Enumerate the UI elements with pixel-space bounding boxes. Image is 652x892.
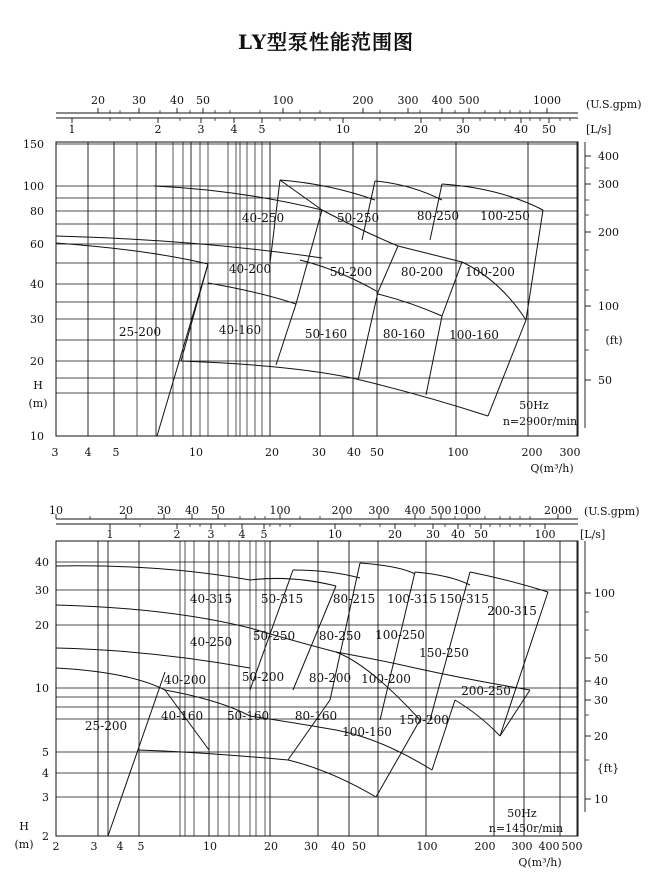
h-tick-label: 30 (35, 584, 49, 597)
h-tick-label: 20 (30, 355, 44, 368)
q-tick-label: 10 (189, 446, 203, 459)
pump-model-label: 50-160 (304, 327, 348, 341)
curve-40-315 (56, 566, 250, 580)
pump-model-label: 40-200 (163, 673, 207, 687)
h-tick-label: 80 (30, 205, 44, 218)
h-tick-label: 100 (23, 180, 44, 193)
pump-model-label: 50-200 (241, 670, 285, 684)
gpm-tick-label: 30 (132, 94, 146, 107)
ls-tick-label: 2 (154, 123, 162, 136)
pump-model-label: 100-315 (387, 592, 437, 606)
ls-tick-label: 40 (514, 123, 528, 136)
pump-model-label: 40-315 (189, 592, 233, 606)
bound (526, 210, 543, 320)
h-tick-label: 2 (42, 830, 49, 843)
gpm-tick-label: 40 (170, 94, 184, 107)
q-tick-label: 40 (331, 840, 345, 853)
pump-model-label: 150-200 (399, 713, 449, 727)
q-tick-label: 4 (116, 840, 124, 853)
ft-unit: (ft) (605, 334, 623, 347)
ls-tick-label: 5 (260, 528, 268, 541)
ft-unit: {ft} (596, 762, 620, 775)
ls-tick-label: 20 (388, 528, 402, 541)
gpm-tick-label: 1000 (453, 504, 481, 517)
pump-model-label: 80-215 (332, 592, 376, 606)
q-axis-label: Q(m³/h) (530, 462, 574, 475)
q-tick-label: 20 (264, 840, 278, 853)
pump-model-label: 200-250 (461, 684, 511, 698)
gpm-unit: (U.S.gpm) (584, 505, 640, 518)
pump-model-label: 80-250 (318, 629, 362, 643)
h-tick-label: 10 (30, 430, 44, 443)
ft-tick-label: 100 (598, 300, 619, 313)
ft-tick-label: 10 (594, 793, 608, 806)
q-tick-label: 400 (538, 840, 560, 853)
curve-100-160-bottom (352, 378, 488, 416)
q-axis-label: Q(m³/h) (518, 856, 562, 869)
pump-model-label: 80-200 (308, 671, 352, 685)
h-tick-label: 40 (35, 556, 49, 569)
bound (157, 264, 208, 436)
curve (455, 700, 500, 736)
ft-tick-label: 400 (598, 150, 619, 163)
ls-unit: [L/s] (586, 123, 612, 136)
q-tick-label: 300 (511, 840, 533, 853)
h-axis-unit: (m) (28, 397, 48, 410)
ls-tick-label: 2 (173, 528, 181, 541)
q-tick-label: 200 (474, 840, 496, 853)
pump-model-label: 40-250 (241, 211, 285, 225)
pump-model-label: 80-160 (294, 709, 338, 723)
gpm-tick-label: 500 (458, 94, 480, 107)
ft-tick-label: 300 (598, 178, 619, 191)
h-tick-label: 4 (42, 767, 49, 780)
curve-100-160 (288, 760, 376, 797)
pump-model-label: 25-200 (118, 325, 162, 339)
h-tick-label: 20 (35, 619, 49, 632)
pump-model-label: 50-250 (336, 211, 380, 225)
ls-tick-label: 10 (336, 123, 350, 136)
pump-model-label: 50-315 (260, 592, 304, 606)
q-tick-label: 3 (90, 840, 98, 853)
gpm-tick-label: 40 (185, 504, 199, 517)
pump-model-label: 100-160 (342, 725, 392, 739)
pump-model-label: 40-200 (228, 262, 272, 276)
gpm-tick-label: 30 (157, 504, 171, 517)
freq-label: 50Hz (507, 807, 537, 820)
q-tick-label: 5 (137, 840, 145, 853)
ft-tick-label: 50 (594, 652, 608, 665)
curve-40-160 (181, 361, 352, 378)
curve-40-250 (56, 605, 250, 628)
pump-model-label: 80-160 (382, 327, 426, 341)
pump-model-label: 200-315 (487, 604, 537, 618)
h-tick-label: 40 (30, 278, 44, 291)
curve-40-200-top (56, 648, 250, 668)
ls-tick-label: 30 (426, 528, 440, 541)
ls-tick-label: 50 (474, 528, 488, 541)
ls-tick-label: 100 (534, 528, 556, 541)
curve (250, 578, 336, 586)
pump-model-label: 100-200 (465, 265, 515, 279)
q-tick-label: 5 (112, 446, 120, 459)
ft-tick-label: 20 (594, 730, 608, 743)
gpm-tick-label: 50 (211, 504, 225, 517)
q-tick-label: 300 (559, 446, 581, 459)
ls-tick-label: 3 (197, 123, 205, 136)
gpm-tick-label: 20 (119, 504, 133, 517)
h-tick-label: 150 (23, 138, 44, 151)
ft-tick-label: 100 (594, 587, 615, 600)
pump-model-label: 150-315 (439, 592, 489, 606)
ft-tick-label: 40 (594, 675, 608, 688)
q-tick-label: 200 (521, 446, 543, 459)
pump-model-label: 40-250 (189, 635, 233, 649)
curve-40-160 (138, 750, 288, 760)
q-tick-label: 2 (52, 840, 60, 853)
speed-label: n=2900r/min (502, 415, 578, 428)
ft-tick-label: 50 (598, 374, 612, 387)
curve (415, 572, 470, 585)
gpm-tick-label: 200 (331, 504, 353, 517)
curve (336, 652, 415, 668)
gpm-tick-label: 100 (272, 94, 294, 107)
q-tick-label: 500 (561, 840, 583, 853)
page-title: LY型泵性能范围图 (237, 30, 415, 54)
gpm-tick-label: 500 (430, 504, 452, 517)
bound (276, 210, 322, 365)
pump-model-label: 50-200 (329, 265, 373, 279)
ls-tick-label: 4 (230, 123, 238, 136)
q-tick-label: 10 (203, 840, 217, 853)
h-axis-label: H (33, 379, 43, 392)
pump-model-label: 50-250 (252, 629, 296, 643)
curve (360, 563, 415, 574)
curve-80-200 (378, 294, 442, 316)
gpm-tick-label: 100 (269, 504, 291, 517)
ls-tick-label: 5 (258, 123, 266, 136)
gpm-tick-label: 10 (49, 504, 63, 517)
gpm-tick-label: 50 (196, 94, 210, 107)
h-tick-label: 10 (35, 682, 49, 695)
q-tick-label: 100 (447, 446, 469, 459)
ls-tick-label: 30 (456, 123, 470, 136)
h-tick-label: 5 (42, 746, 49, 759)
curve-top (56, 236, 322, 258)
ls-tick-label: 1 (106, 528, 114, 541)
h-tick-label: 30 (30, 313, 44, 326)
q-tick-label: 100 (416, 840, 438, 853)
ls-tick-label: 50 (542, 123, 556, 136)
pump-model-label: 40-160 (218, 323, 262, 337)
q-tick-label: 3 (51, 446, 59, 459)
pump-model-label: 50-160 (226, 709, 270, 723)
curve (470, 572, 548, 592)
gpm-tick-label: 200 (352, 94, 374, 107)
pump-model-label: 150-250 (419, 646, 469, 660)
pump-model-label: 80-200 (400, 265, 444, 279)
pump-model-label: 40-160 (160, 709, 204, 723)
gpm-unit: (U.S.gpm) (586, 98, 642, 111)
q-tick-label: 50 (352, 840, 366, 853)
gpm-tick-label: 300 (397, 94, 419, 107)
speed-label: n=1450r/min (488, 822, 564, 835)
gpm-tick-label: 400 (404, 504, 426, 517)
q-tick-label: 20 (265, 446, 279, 459)
curve-25-200 (56, 668, 165, 690)
ft-tick-label: 200 (598, 226, 619, 239)
ls-tick-label: 3 (207, 528, 215, 541)
pump-model-label: 25-200 (84, 719, 128, 733)
h-axis-unit: (m) (14, 838, 34, 851)
ls-tick-label: 4 (238, 528, 246, 541)
curve-mid2 (398, 246, 462, 262)
gpm-tick-label: 400 (431, 94, 453, 107)
pump-model-label: 100-160 (449, 328, 499, 342)
ft-tick-label: 30 (594, 694, 608, 707)
q-tick-label: 30 (304, 840, 318, 853)
gpm-tick-label: 300 (368, 504, 390, 517)
h-axis-label: H (19, 820, 29, 833)
freq-label: 50Hz (519, 399, 549, 412)
q-tick-label: 50 (370, 446, 384, 459)
q-tick-label: 4 (84, 446, 92, 459)
ls-tick-label: 40 (451, 528, 465, 541)
pump-model-label: 80-250 (416, 209, 460, 223)
h-tick-label: 3 (42, 791, 49, 804)
ls-tick-label: 1 (68, 123, 76, 136)
gpm-tick-label: 20 (91, 94, 105, 107)
h-tick-label: 60 (30, 238, 44, 251)
gpm-tick-label: 2000 (544, 504, 572, 517)
ls-tick-label: 10 (328, 528, 342, 541)
gpm-tick-label: 1000 (533, 94, 561, 107)
curve-40-200-top (56, 243, 208, 264)
ls-tick-label: 20 (414, 123, 428, 136)
pump-model-label: 100-250 (375, 628, 425, 642)
q-tick-label: 40 (347, 446, 361, 459)
ls-unit: [L/s] (580, 528, 606, 541)
pump-model-label: 100-200 (361, 672, 411, 686)
pump-model-label: 100-250 (480, 209, 530, 223)
bound (432, 700, 455, 770)
curve-80-250 (375, 181, 442, 200)
curve-40-200 (208, 283, 296, 304)
curve (293, 570, 360, 578)
q-tick-label: 30 (312, 446, 326, 459)
